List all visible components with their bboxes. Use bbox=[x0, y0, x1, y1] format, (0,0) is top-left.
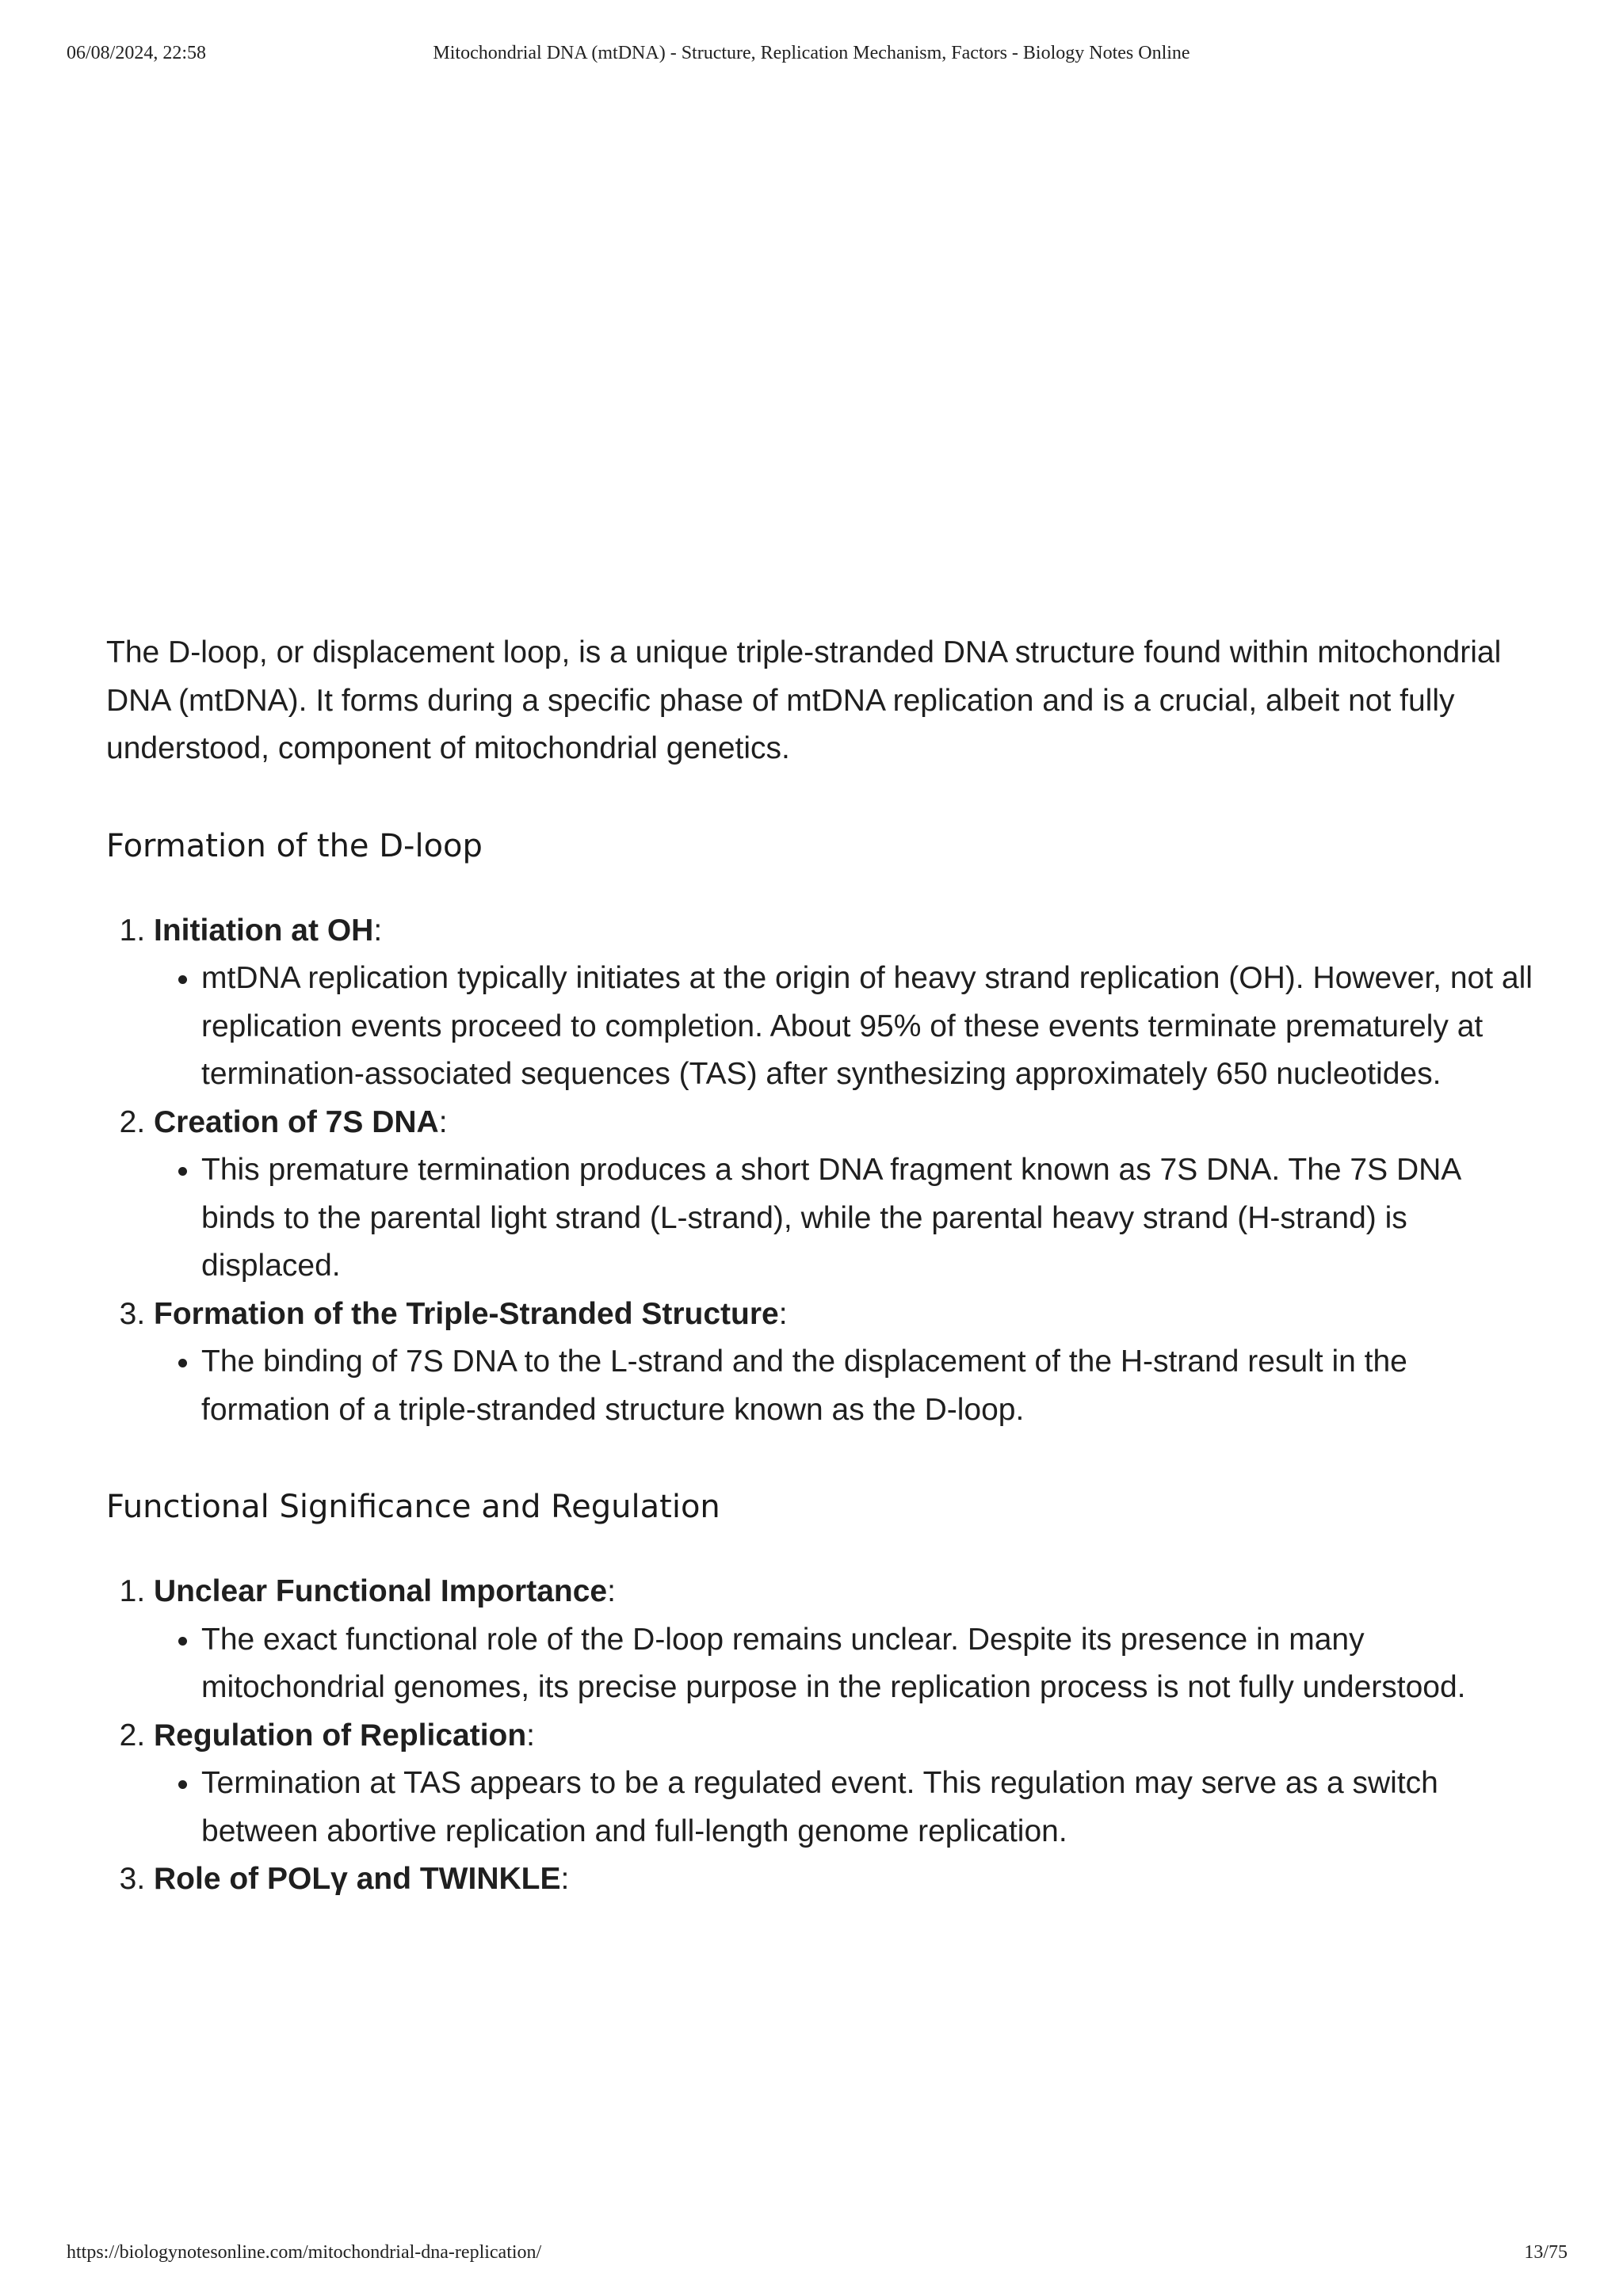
step-colon: : bbox=[560, 1862, 570, 1896]
step-title: Initiation at OH bbox=[154, 913, 374, 948]
step-colon: : bbox=[778, 1296, 788, 1331]
step-details bbox=[154, 955, 1533, 1099]
intro-paragraph: The D-loop, or displacement loop, is a unique triple-stranded DNA structure found within mitochondrial DNA (mtDNA). It forms during a specific phase of mtDNA replication and is a crucial, albeit not fully understood, component of mitochondrial genetics. bbox=[106, 635, 1502, 765]
step-colon: : bbox=[373, 913, 383, 948]
step-colon: : bbox=[438, 1104, 448, 1139]
print-datetime: 06/08/2024, 22:58 bbox=[67, 43, 207, 63]
section-heading-significance: Functional Significance and Regulation bbox=[106, 1489, 720, 1525]
step-title: Creation of 7S DNA bbox=[154, 1104, 439, 1139]
step-details bbox=[154, 1616, 1533, 1712]
list-item bbox=[154, 907, 1533, 1099]
step-detail: • mtDNA replication typically initiates at the origin of heavy strand replication (OH). However, not all replication events proceed to completion. About 95% of these events terminate prematurely at termination-associated sequences (TAS) after synthesizing approximately 650 nucleotides. bbox=[201, 955, 1533, 1099]
formation-steps-list bbox=[106, 907, 1533, 1435]
print-page-title: Mitochondrial DNA (mtDNA) - Structure, Replication Mechanism, Factors - Biology Notes Online bbox=[433, 43, 1190, 63]
page-cut-mask bbox=[0, 1933, 1623, 2234]
step-detail: • Termination at TAS appears to be a regulated event. This regulation may serve as a switch between abortive replication and full-length genome replication. bbox=[201, 1760, 1533, 1855]
list-item bbox=[154, 1712, 1533, 1856]
step-details bbox=[154, 1338, 1533, 1434]
step-details bbox=[154, 1760, 1533, 1855]
list-item bbox=[154, 1099, 1533, 1291]
step-title: Regulation of Replication bbox=[154, 1718, 527, 1753]
step-detail: • This premature termination produces a short DNA fragment known as 7S DNA. The 7S DNA binds to the parental light strand (L-strand), while the parental heavy strand (H-strand) is displaced. bbox=[201, 1146, 1533, 1291]
list-item bbox=[154, 1855, 1533, 1904]
step-colon: : bbox=[526, 1718, 536, 1753]
print-page-number: 13/75 bbox=[1524, 2242, 1568, 2263]
step-title: Role of POLγ and TWINKLE bbox=[154, 1862, 561, 1896]
print-header bbox=[0, 43, 1623, 70]
step-colon: : bbox=[607, 1574, 616, 1608]
list-item bbox=[154, 1291, 1533, 1435]
section-heading-formation: Formation of the D-loop bbox=[106, 827, 483, 864]
step-title: Unclear Functional Importance bbox=[154, 1574, 608, 1608]
print-url: https://biologynotesonline.com/mitochondrial-dna-replication/ bbox=[67, 2242, 542, 2263]
list-item bbox=[154, 1568, 1533, 1712]
step-detail: • The exact functional role of the D-loop remains unclear. Despite its presence in many mitochondrial genomes, its precise purpose in the replication process is not fully understood. bbox=[201, 1616, 1533, 1712]
significance-steps-list bbox=[106, 1568, 1533, 1904]
article-content bbox=[106, 629, 1533, 1904]
step-title: Formation of the Triple-Stranded Structure bbox=[154, 1296, 779, 1331]
step-details bbox=[154, 1146, 1533, 1291]
print-footer bbox=[0, 2242, 1623, 2269]
step-detail: • The binding of 7S DNA to the L-strand and the displacement of the H-strand result in the formation of a triple-stranded structure known as the D-loop. bbox=[201, 1338, 1533, 1434]
